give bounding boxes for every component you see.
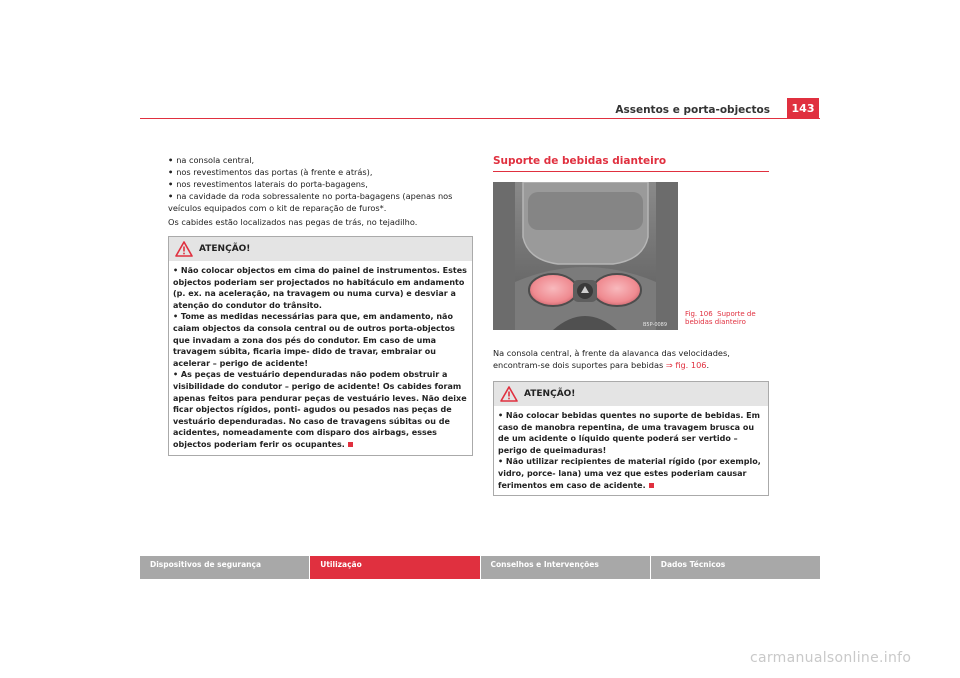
warning-triangle-icon: [500, 386, 518, 402]
footer-tab-utilizacao[interactable]: Utilização: [309, 556, 479, 579]
section-rule: [493, 171, 769, 172]
warning-body: [169, 261, 472, 455]
list-item: • nos revestimentos das portas (à frente e atrás),: [168, 167, 373, 177]
footer-nav: [140, 556, 820, 579]
warning-box: [168, 236, 473, 456]
footer-tab-dados[interactable]: Dados Técnicos: [650, 556, 820, 579]
footer-tab-dispositivos[interactable]: Dispositivos de segurança: [140, 556, 309, 579]
header-rule: [140, 118, 820, 119]
end-marker-icon: [649, 483, 654, 488]
warning-item: • As peças de vestuário dependuradas não podem obstruir a visibilidade do condutor – perigo de acidente! Os cabides foram apenas feitos para pendurar peças de vestuário leves. Não deixe ficar objectos rígidos, ponti- agudos ou pesados nas peças de vestuário dependuradas. No caso de travagens súbitas ou de acidentes, nomeadamente com disparo dos airbags, esses objectos poderiam ferir os ocupantes.: [173, 370, 467, 449]
warning-title: ATENÇÃO!: [524, 389, 576, 399]
list-item: • na consola central,: [168, 155, 255, 165]
page-header-title: Assentos e porta-objectos: [615, 104, 770, 116]
figure-code: B5P-0089: [643, 322, 668, 328]
body-paragraph: Os cabides estão localizados nas pegas de trás, no tejadilho.: [168, 217, 418, 227]
warning-item: • Tome as medidas necessárias para que, em andamento, não caiam objectos da consola central ou de outros porta-objectos que invadam a zona dos pés do condutor. Em caso de uma travagem súbita, ficaria impe- dido de travar, embraiar ou acelerar – perigo de acidente!: [173, 312, 455, 368]
figure-reference-link[interactable]: ⇒ fig. 106: [665, 360, 707, 370]
figure-caption: Fig. 106 Suporte de bebidas dianteiro: [685, 310, 756, 326]
list-item: • na cavidade da roda sobressalente no porta-bagagens (apenas nos veículos equipados com o kit de reparação de furos*.: [168, 191, 453, 213]
warning-header: [494, 382, 768, 406]
warning-header: [169, 237, 472, 261]
warning-item: • Não utilizar recipientes de material rígido (por exemplo, vidro, porce- lana) uma vez que estes poderiam causar ferimentos em caso de acidente.: [498, 457, 761, 490]
warning-body: [494, 406, 768, 495]
end-marker-icon: [348, 442, 353, 447]
figure-cup-holder-photo: [493, 182, 678, 330]
warning-box: [493, 381, 769, 496]
body-paragraph: Na consola central, à frente da alavanca das velocidades, encontram-se dois suportes para bebidas ⇒ fig. 106.: [493, 348, 730, 370]
warning-item: • Não colocar bebidas quentes no suporte de bebidas. Em caso de manobra repentina, de uma travagem brusca ou de um acidente o líquido quente poderá ser vertido – perigo de queimaduras!: [498, 411, 760, 455]
footer-tab-conselhos[interactable]: Conselhos e Intervenções: [480, 556, 650, 579]
warning-triangle-icon: [175, 241, 193, 257]
warning-title: ATENÇÃO!: [199, 244, 251, 254]
page-number: 143: [787, 98, 819, 118]
watermark: carmanualsonline.info: [750, 650, 912, 666]
cup-holder-illustration: [493, 182, 678, 330]
left-column: [168, 154, 473, 456]
list-item: • nos revestimentos laterais do porta-bagagens,: [168, 179, 368, 189]
section-title: Suporte de bebidas dianteiro: [493, 155, 667, 167]
warning-item: • Não colocar objectos em cima do painel de instrumentos. Estes objectos poderiam ser projectados no habitáculo em andamento (p. ex. na aceleração, na travagem ou numa curva) e desviar a atenção do condutor do trânsito.: [173, 266, 467, 310]
